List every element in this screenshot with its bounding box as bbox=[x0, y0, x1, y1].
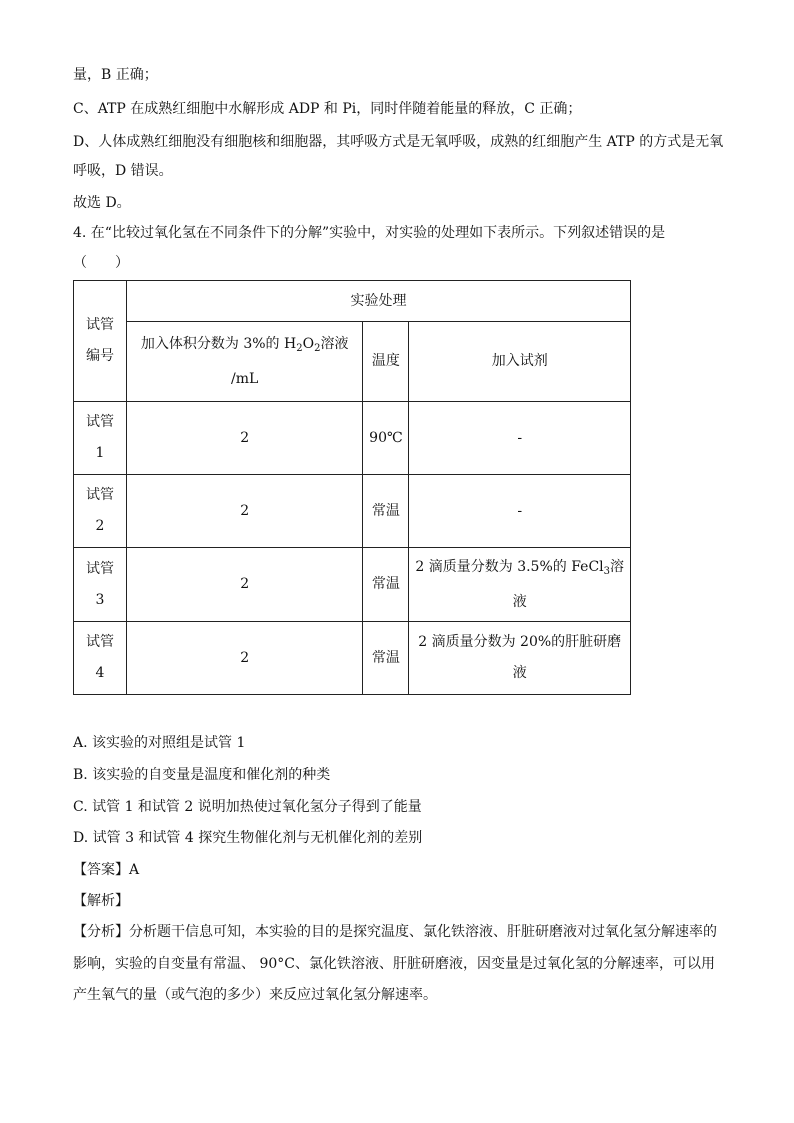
temp-cell: 常温 bbox=[363, 475, 409, 548]
table-row bbox=[74, 622, 631, 695]
header-treatment-group: 实验处理 bbox=[126, 281, 630, 322]
text-line: D、人体成熟红细胞没有细胞核和细胞器，其呼吸方式是无氧呼吸，成熟的红细胞产生 ATP 的方式是无氧 bbox=[73, 134, 724, 150]
header-h2o2-volume bbox=[126, 322, 363, 402]
reagent-cell: - bbox=[409, 475, 631, 548]
question-stem: 4. 在“比较过氧化氢在不同条件下的分解”实验中，对实验的处理如下表所示。下列叙述错误的是 bbox=[73, 225, 666, 241]
table-row bbox=[74, 475, 631, 548]
temp-cell: 90℃ bbox=[363, 402, 409, 475]
header-h2o2-unit: /mL bbox=[231, 370, 259, 387]
tube-cell: 试管 4 bbox=[74, 622, 127, 695]
header-number-text: 编号 bbox=[85, 348, 114, 364]
header-h2o2-line1: 加入体积分数为 3%的 $H_2O_2$溶液 bbox=[140, 335, 349, 354]
tube-cell: 试管 3 bbox=[74, 548, 127, 622]
text-line: 呼吸，D 错误。 bbox=[73, 163, 173, 179]
volume-cell: 2 bbox=[126, 622, 363, 695]
text-line: C、ATP 在成熟红细胞中水解形成 ADP 和 Pi，同时伴随着能量的释放，C 正确； bbox=[73, 101, 582, 117]
option-b: B. 该实验的自变量是温度和催化剂的种类 bbox=[73, 767, 331, 783]
volume-cell: 2 bbox=[126, 475, 363, 548]
experiment-table bbox=[73, 280, 631, 695]
header-tube-text: 试管 bbox=[85, 317, 114, 333]
analysis-line: 产生氧气的量（或气泡的多少）来反应过氧化氢分解速率。 bbox=[73, 987, 437, 1003]
header-temperature: 温度 bbox=[363, 322, 409, 402]
text-line: 故选 D。 bbox=[73, 195, 131, 211]
text-line: 量，B 正确； bbox=[73, 67, 158, 83]
volume-cell: 2 bbox=[126, 402, 363, 475]
analysis-line: 【分析】分析题干信息可知，本实验的目的是探究温度、氯化铁溶液、肝脏研磨液对过氧化氢分解速率的 bbox=[73, 924, 717, 940]
table-row bbox=[74, 402, 631, 475]
analysis-tag: 【解析】 bbox=[73, 893, 129, 909]
temp-cell: 常温 bbox=[363, 548, 409, 622]
table-row bbox=[74, 548, 631, 622]
answer-bracket: （ ） bbox=[73, 255, 129, 271]
answer-line bbox=[73, 860, 139, 880]
temp-cell: 常温 bbox=[363, 622, 409, 695]
reagent-cell: - bbox=[409, 402, 631, 475]
header-reagent: 加入试剂 bbox=[409, 322, 631, 402]
reagent-cell: 2 滴质量分数为 20%的肝脏研磨 液 bbox=[409, 622, 631, 695]
analysis-line: 影响，实验的自变量有常温、 90°C、氯化铁溶液、肝脏研磨液，因变量是过氧化氢的分解速率，可以用 bbox=[73, 956, 715, 972]
reagent-cell: 2 滴质量分数为 3.5%的 FeCl$_3$溶 液 bbox=[409, 548, 631, 622]
answer-tag: 【答案】 bbox=[73, 862, 129, 878]
option-c: C. 试管 1 和试管 2 说明加热使过氧化氢分子得到了能量 bbox=[73, 799, 422, 815]
option-d: D. 试管 3 和试管 4 探究生物催化剂与无机催化剂的差别 bbox=[73, 830, 423, 846]
tube-cell: 试管 1 bbox=[74, 402, 127, 475]
tube-cell: 试管 2 bbox=[74, 475, 127, 548]
answer-value: A bbox=[129, 862, 140, 878]
volume-cell: 2 bbox=[126, 548, 363, 622]
option-a: A. 该实验的对照组是试管 1 bbox=[73, 735, 246, 751]
header-tube-number bbox=[74, 281, 127, 402]
